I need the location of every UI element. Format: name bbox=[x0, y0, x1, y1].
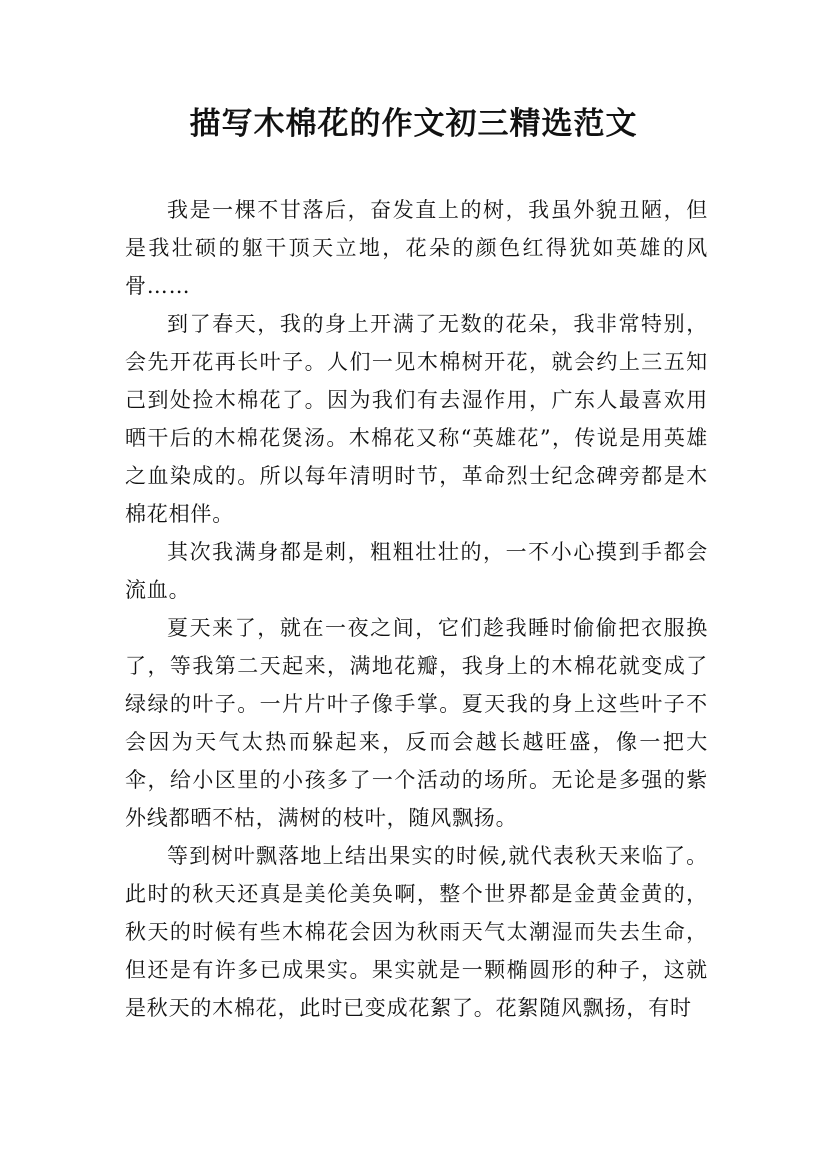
paragraph-4: 夏天来了，就在一夜之间，它们趁我睡时偷偷把衣服换了，等我第二天起来，满地花瓣，我身上的木棉花就变成了绿绿的叶子。一片片叶子像手掌。夏天我的身上这些叶子不会因为天气太热而躲起来，反而会越长越旺盛，像一把大伞，给小区里的小孩多了一个活动的场所。无论是多强的紫外线都晒不枯，满树的枝叶，随风飘扬。 bbox=[125, 616, 708, 830]
document-title: 描写木棉花的作文初三精选范文 bbox=[189, 106, 638, 142]
paragraph-1: 我是一棵不甘落后，奋发直上的树，我虽外貌丑陋，但是我壮硕的躯干顶天立地，花朵的颜色红得犹如英雄的风骨…… bbox=[125, 198, 708, 298]
paragraph-2: 到了春天，我的身上开满了无数的花朵，我非常特别，会先开花再长叶子。人们一见木棉树开花，就会约上三五知己到处捡木棉花了。因为我们有去湿作用，广东人最喜欢用晒干后的木棉花煲汤。木棉花又称“英雄花”，传说是用英雄之血染成的。所以每年清明时节，革命烈士纪念碑旁都是木棉花相伴。 bbox=[125, 312, 708, 526]
paragraph-3: 其次我满身都是刺，粗粗壮壮的，一不小心摸到手都会流血。 bbox=[125, 540, 708, 602]
paragraph-5: 等到树叶飘落地上结出果实的时候,就代表秋天来临了。此时的秋天还真是美伦美奂啊，整个世界都是金黄金黄的，秋天的时候有些木棉花会因为秋雨天气太潮湿而失去生命，但还是有许多已成果实。果实就是一颗椭圆形的种子，这就是秋天的木棉花，此时已变成花絮了。花絮随风飘扬，有时 bbox=[125, 844, 708, 1020]
document-body bbox=[125, 191, 708, 1027]
